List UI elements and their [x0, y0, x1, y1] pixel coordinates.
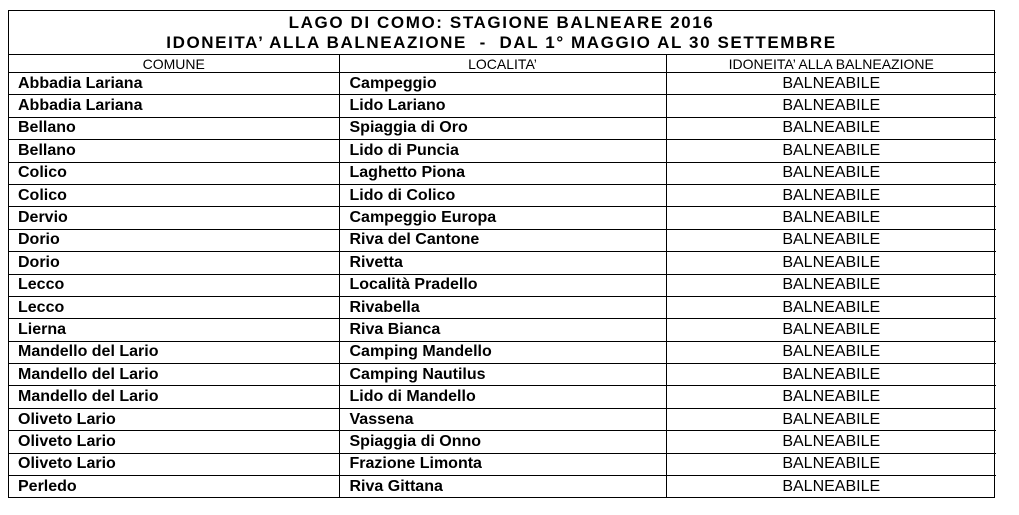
table-body — [9, 73, 996, 498]
cell-localita: Riva Gittana — [339, 476, 666, 498]
cell-idoneita: BALNEABILE — [666, 319, 996, 341]
cell-comune: Lierna — [9, 319, 339, 341]
table-row — [9, 364, 996, 386]
table-row — [9, 476, 996, 498]
table-row — [9, 207, 996, 229]
title-line-1: LAGO DI COMO: STAGIONE BALNEARE 2016 — [288, 12, 715, 32]
cell-localita: Campeggio Europa — [339, 207, 666, 229]
cell-localita: Camping Mandello — [339, 341, 666, 363]
cell-comune: Abbadia Lariana — [9, 95, 339, 117]
column-header-idoneita: IDONEITA’ ALLA BALNEAZIONE — [666, 55, 996, 73]
table-row — [9, 117, 996, 139]
cell-localita: Laghetto Piona — [339, 162, 666, 184]
cell-comune: Mandello del Lario — [9, 341, 339, 363]
cell-comune: Oliveto Lario — [9, 453, 339, 475]
cell-idoneita: BALNEABILE — [666, 117, 996, 139]
cell-localita: Riva Bianca — [339, 319, 666, 341]
cell-comune: Bellano — [9, 140, 339, 162]
cell-localita: Frazione Limonta — [339, 453, 666, 475]
cell-localita: Vassena — [339, 408, 666, 430]
title-block — [9, 11, 994, 55]
cell-localita: Lido di Puncia — [339, 140, 666, 162]
title-line-2: IDONEITA’ ALLA BALNEAZIONE - DAL 1° MAGGIO AL 30 SETTEMBRE — [166, 32, 837, 52]
table-row — [9, 162, 996, 184]
cell-idoneita: BALNEABILE — [666, 95, 996, 117]
cell-idoneita: BALNEABILE — [666, 252, 996, 274]
cell-idoneita: BALNEABILE — [666, 476, 996, 498]
cell-localita: Rivetta — [339, 252, 666, 274]
table-row — [9, 453, 996, 475]
table-row — [9, 431, 996, 453]
table-row — [9, 296, 996, 318]
cell-localita: Lido di Colico — [339, 184, 666, 206]
cell-comune: Colico — [9, 162, 339, 184]
table-row — [9, 274, 996, 296]
table-row — [9, 140, 996, 162]
cell-comune: Dorio — [9, 252, 339, 274]
cell-comune: Colico — [9, 184, 339, 206]
cell-localita: Riva del Cantone — [339, 229, 666, 251]
cell-localita: Spiaggia di Oro — [339, 117, 666, 139]
cell-comune: Bellano — [9, 117, 339, 139]
table-row — [9, 252, 996, 274]
table-row — [9, 386, 996, 408]
cell-idoneita: BALNEABILE — [666, 229, 996, 251]
cell-comune: Lecco — [9, 296, 339, 318]
cell-idoneita: BALNEABILE — [666, 408, 996, 430]
table-row — [9, 319, 996, 341]
cell-localita: Campeggio — [339, 73, 666, 95]
cell-comune: Dorio — [9, 229, 339, 251]
cell-comune: Mandello del Lario — [9, 364, 339, 386]
table-row — [9, 229, 996, 251]
table-row — [9, 95, 996, 117]
cell-idoneita: BALNEABILE — [666, 431, 996, 453]
table-row — [9, 408, 996, 430]
column-header-localita: LOCALITA’ — [339, 55, 666, 73]
cell-localita: Rivabella — [339, 296, 666, 318]
column-header-comune: COMUNE — [9, 55, 339, 73]
bathing-suitability-sheet — [8, 10, 995, 498]
table-row — [9, 341, 996, 363]
cell-localita: Camping Nautilus — [339, 364, 666, 386]
cell-comune: Oliveto Lario — [9, 408, 339, 430]
bathing-sites-table — [9, 55, 996, 497]
cell-comune: Mandello del Lario — [9, 386, 339, 408]
cell-localita: Lido Lariano — [339, 95, 666, 117]
cell-idoneita: BALNEABILE — [666, 296, 996, 318]
cell-comune: Abbadia Lariana — [18, 74, 143, 92]
cell-localita: Spiaggia di Onno — [339, 431, 666, 453]
cell-idoneita: BALNEABILE — [666, 162, 996, 184]
table-row — [9, 73, 996, 95]
cell-localita: Località Pradello — [339, 274, 666, 296]
cell-idoneita: BALNEABILE — [666, 274, 996, 296]
cell-idoneita: BALNEABILE — [666, 184, 996, 206]
table-row — [9, 184, 996, 206]
cell-comune: Perledo — [9, 476, 339, 498]
cell-idoneita: BALNEABILE — [666, 207, 996, 229]
cell-idoneita: BALNEABILE — [666, 364, 996, 386]
cell-comune: Lecco — [9, 274, 339, 296]
cell-localita: Lido di Mandello — [339, 386, 666, 408]
cell-idoneita: BALNEABILE — [666, 140, 996, 162]
cell-idoneita: BALNEABILE — [666, 453, 996, 475]
cell-idoneita: BALNEABILE — [666, 341, 996, 363]
cell-comune: Dervio — [9, 207, 339, 229]
table-header-row — [9, 55, 996, 73]
cell-idoneita: BALNEABILE — [666, 386, 996, 408]
cell-comune: Oliveto Lario — [9, 431, 339, 453]
cell-idoneita: BALNEABILE — [666, 73, 996, 95]
